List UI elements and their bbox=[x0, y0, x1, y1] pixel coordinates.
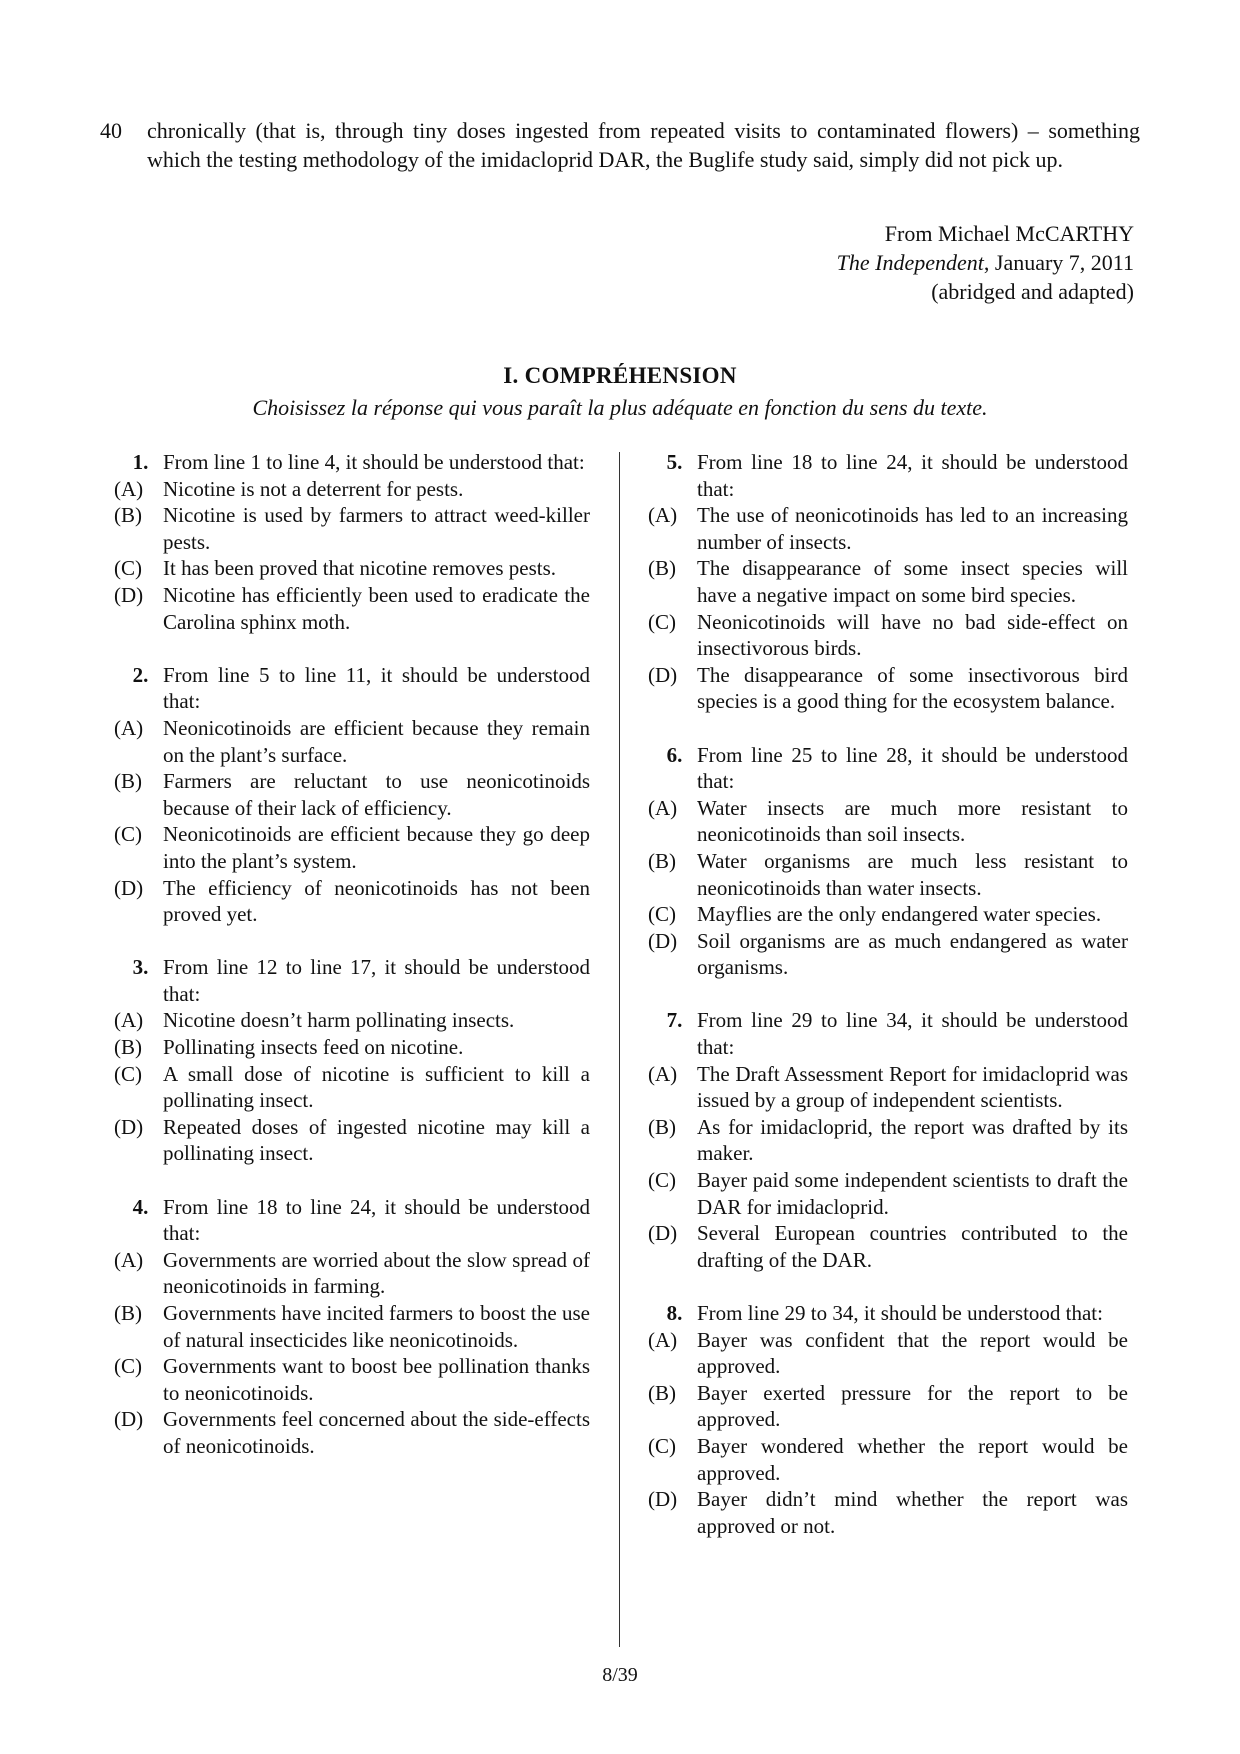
option-text: Bayer didn’t mind whether the report was approved or not. bbox=[697, 1487, 1128, 1538]
answer-option bbox=[114, 1007, 590, 1034]
question-prompt: From line 29 to 34, it should be understood that: bbox=[697, 1301, 1103, 1325]
option-label: (B) bbox=[114, 1035, 142, 1060]
answer-option bbox=[648, 502, 1128, 555]
answer-option bbox=[114, 768, 590, 821]
page-number: 8/39 bbox=[602, 1664, 638, 1686]
question-prompt-line bbox=[652, 742, 1128, 795]
answer-option bbox=[648, 1220, 1128, 1273]
option-text: The disappearance of some insectivorous bird species is a good thing for the ecosystem balance. bbox=[697, 662, 1128, 714]
option-label: (B) bbox=[114, 769, 142, 794]
option-text: It has been proved that nicotine removes pests. bbox=[163, 556, 557, 581]
answer-option bbox=[114, 476, 590, 503]
option-text: Water organisms are much less resistant to neonicotinoids than water insects. bbox=[697, 848, 1128, 900]
option-label: (D) bbox=[114, 1407, 144, 1432]
source-publication: The Independent bbox=[836, 250, 984, 275]
option-text: Farmers are reluctant to use neonicotinoids because of their lack of efficiency. bbox=[163, 769, 590, 820]
option-label: (D) bbox=[648, 1221, 678, 1246]
question-prompt-line bbox=[652, 1300, 1128, 1327]
option-text: Governments feel concerned about the side-effects of neonicotinoids. bbox=[163, 1407, 590, 1458]
question-7 bbox=[648, 1007, 1128, 1273]
source-note: (abridged and adapted) bbox=[931, 279, 1134, 304]
option-text: Several European countries contributed to the drafting of the DAR. bbox=[697, 1221, 1128, 1272]
option-label: (A) bbox=[648, 1327, 678, 1352]
question-number: 7. bbox=[666, 1008, 683, 1033]
answer-option bbox=[114, 1034, 590, 1061]
option-label: (A) bbox=[648, 795, 678, 820]
option-text: Neonicotinoids are efficient because they go deep into the plant’s system. bbox=[163, 822, 590, 873]
question-prompt-line bbox=[652, 1007, 1128, 1060]
option-text: A small dose of nicotine is sufficient to kill a pollinating insect. bbox=[163, 1061, 590, 1113]
option-label: (A) bbox=[114, 1008, 144, 1033]
answer-option bbox=[648, 928, 1128, 981]
source-author: From Michael McCARTHY bbox=[884, 221, 1134, 246]
source-publication-line bbox=[837, 248, 1134, 277]
section-instruction: Choisissez la réponse qui vous paraît la plus adéquate en fonction du sens du texte. bbox=[252, 395, 988, 420]
question-prompt-line bbox=[652, 449, 1128, 502]
question-prompt-line bbox=[118, 1194, 590, 1247]
answer-option bbox=[114, 582, 590, 635]
question-2 bbox=[114, 662, 590, 928]
question-number: 5. bbox=[666, 450, 683, 474]
option-text: As for imidacloprid, the report was drafted by its maker. bbox=[697, 1114, 1128, 1166]
option-label: (B) bbox=[648, 1380, 676, 1405]
option-text: The Draft Assessment Report for imidacloprid was issued by a group of independent scientists. bbox=[697, 1061, 1128, 1113]
line-number: 40 bbox=[100, 118, 122, 143]
option-label: (B) bbox=[648, 556, 676, 581]
option-label: (A) bbox=[114, 1247, 144, 1272]
question-number: 3. bbox=[132, 955, 149, 980]
option-label: (C) bbox=[114, 556, 142, 581]
question-prompt: From line 29 to line 34, it should be understood that: bbox=[697, 1008, 1128, 1060]
option-label: (D) bbox=[114, 875, 144, 900]
answer-option bbox=[648, 1061, 1128, 1114]
option-label: (D) bbox=[648, 1487, 678, 1512]
option-text: Nicotine is not a deterrent for pests. bbox=[163, 476, 464, 501]
option-text: Governments want to boost bee pollination thanks to neonicotinoids. bbox=[163, 1354, 590, 1405]
question-number: 2. bbox=[132, 662, 149, 687]
answer-option bbox=[648, 555, 1128, 608]
questions-left-column bbox=[114, 449, 590, 1486]
answer-option bbox=[648, 1114, 1128, 1167]
option-text: Neonicotinoids will have no bad side-effect on insectivorous birds. bbox=[697, 609, 1128, 661]
question-number: 4. bbox=[132, 1194, 149, 1219]
answer-option bbox=[648, 795, 1128, 848]
answer-option bbox=[648, 848, 1128, 901]
option-text: Governments have incited farmers to boost the use of natural insecticides like neonicotinoids. bbox=[163, 1301, 590, 1352]
option-label: (C) bbox=[114, 822, 142, 847]
answer-option bbox=[114, 1247, 590, 1300]
answer-option bbox=[114, 1114, 590, 1167]
question-number: 8. bbox=[666, 1301, 683, 1325]
answer-option bbox=[648, 1433, 1128, 1486]
questions-right-column bbox=[648, 449, 1128, 1566]
question-number: 6. bbox=[666, 742, 683, 767]
option-label: (B) bbox=[114, 1301, 142, 1325]
option-label: (A) bbox=[648, 1061, 678, 1086]
source-date: , January 7, 2011 bbox=[983, 250, 1134, 275]
option-text: Repeated doses of ingested nicotine may kill a pollinating insect. bbox=[163, 1114, 590, 1166]
answer-option bbox=[114, 502, 590, 555]
question-prompt: From line 25 to line 28, it should be understood that: bbox=[697, 742, 1128, 794]
answer-option bbox=[648, 662, 1128, 715]
option-text: The use of neonicotinoids has led to an increasing number of insects. bbox=[697, 503, 1128, 554]
option-label: (C) bbox=[648, 1433, 676, 1458]
option-label: (B) bbox=[114, 503, 142, 528]
question-prompt: From line 1 to line 4, it should be understood that: bbox=[163, 450, 585, 474]
passage-text: chronically (that is, through tiny doses ingested from repeated visits to contaminated flowers) – something which the testing methodology of the imidacloprid DAR, the Buglife study said, simply did not pick up. bbox=[147, 118, 1140, 172]
option-label: (A) bbox=[648, 503, 678, 528]
option-label: (D) bbox=[114, 1114, 144, 1139]
option-text: Water insects are much more resistant to neonicotinoids than soil insects. bbox=[697, 795, 1128, 847]
option-text: The disappearance of some insect species will have a negative impact on some bird species. bbox=[697, 556, 1128, 607]
option-text: Mayflies are the only endangered water species. bbox=[697, 902, 1102, 927]
option-label: (C) bbox=[648, 902, 676, 927]
question-prompt: From line 18 to line 24, it should be understood that: bbox=[697, 450, 1128, 501]
question-1 bbox=[114, 449, 590, 635]
question-8 bbox=[648, 1300, 1128, 1539]
option-label: (C) bbox=[648, 609, 676, 634]
option-text: Neonicotinoids are efficient because they remain on the plant’s surface. bbox=[163, 715, 590, 767]
question-prompt-line bbox=[118, 449, 590, 476]
question-prompt: From line 18 to line 24, it should be understood that: bbox=[163, 1194, 590, 1246]
option-text: Bayer wondered whether the report would be approved. bbox=[697, 1433, 1128, 1485]
option-label: (C) bbox=[648, 1168, 676, 1193]
section-title: I. COMPRÉHENSION bbox=[503, 363, 737, 388]
question-prompt-line bbox=[118, 954, 590, 1007]
question-prompt: From line 5 to line 11, it should be understood that: bbox=[163, 662, 590, 714]
question-3 bbox=[114, 954, 590, 1167]
answer-option bbox=[114, 875, 590, 928]
question-6 bbox=[648, 742, 1128, 981]
option-label: (B) bbox=[648, 1114, 676, 1139]
option-text: Bayer was confident that the report would be approved. bbox=[697, 1327, 1128, 1379]
answer-option bbox=[114, 1406, 590, 1459]
passage-excerpt bbox=[100, 116, 1140, 174]
option-text: Nicotine has efficiently been used to eradicate the Carolina sphinx moth. bbox=[163, 582, 590, 634]
option-label: (C) bbox=[114, 1061, 142, 1086]
option-text: Bayer paid some independent scientists to draft the DAR for imidacloprid. bbox=[697, 1168, 1128, 1219]
option-text: The efficiency of neonicotinoids has not been proved yet. bbox=[163, 875, 590, 927]
answer-option bbox=[648, 1327, 1128, 1380]
option-text: Bayer exerted pressure for the report to be approved. bbox=[697, 1380, 1128, 1432]
option-label: (D) bbox=[114, 582, 144, 607]
option-label: (A) bbox=[114, 715, 144, 740]
option-text: Governments are worried about the slow spread of neonicotinoids in farming. bbox=[163, 1247, 590, 1299]
answer-option bbox=[114, 555, 590, 582]
answer-option bbox=[648, 1167, 1128, 1220]
option-label: (A) bbox=[114, 476, 144, 501]
answer-option bbox=[114, 715, 590, 768]
option-text: Pollinating insects feed on nicotine. bbox=[163, 1035, 464, 1060]
option-text: Soil organisms are as much endangered as water organisms. bbox=[697, 928, 1128, 980]
answer-option bbox=[648, 609, 1128, 662]
option-text: Nicotine is used by farmers to attract weed-killer pests. bbox=[163, 503, 590, 554]
question-prompt: From line 12 to line 17, it should be understood that: bbox=[163, 955, 590, 1006]
question-5 bbox=[648, 449, 1128, 715]
column-divider bbox=[619, 452, 620, 1647]
answer-option bbox=[114, 1300, 590, 1353]
option-label: (D) bbox=[648, 928, 678, 953]
answer-option bbox=[114, 1061, 590, 1114]
answer-option bbox=[114, 821, 590, 874]
question-4 bbox=[114, 1194, 590, 1460]
answer-option bbox=[648, 901, 1128, 928]
option-label: (D) bbox=[648, 662, 678, 687]
question-number: 1. bbox=[132, 450, 149, 474]
answer-option bbox=[114, 1353, 590, 1406]
answer-option bbox=[648, 1380, 1128, 1433]
answer-option bbox=[648, 1486, 1128, 1539]
question-prompt-line bbox=[118, 662, 590, 715]
option-label: (B) bbox=[648, 848, 676, 873]
option-text: Nicotine doesn’t harm pollinating insects. bbox=[163, 1008, 515, 1033]
option-label: (C) bbox=[114, 1354, 142, 1379]
source-citation bbox=[837, 219, 1134, 306]
